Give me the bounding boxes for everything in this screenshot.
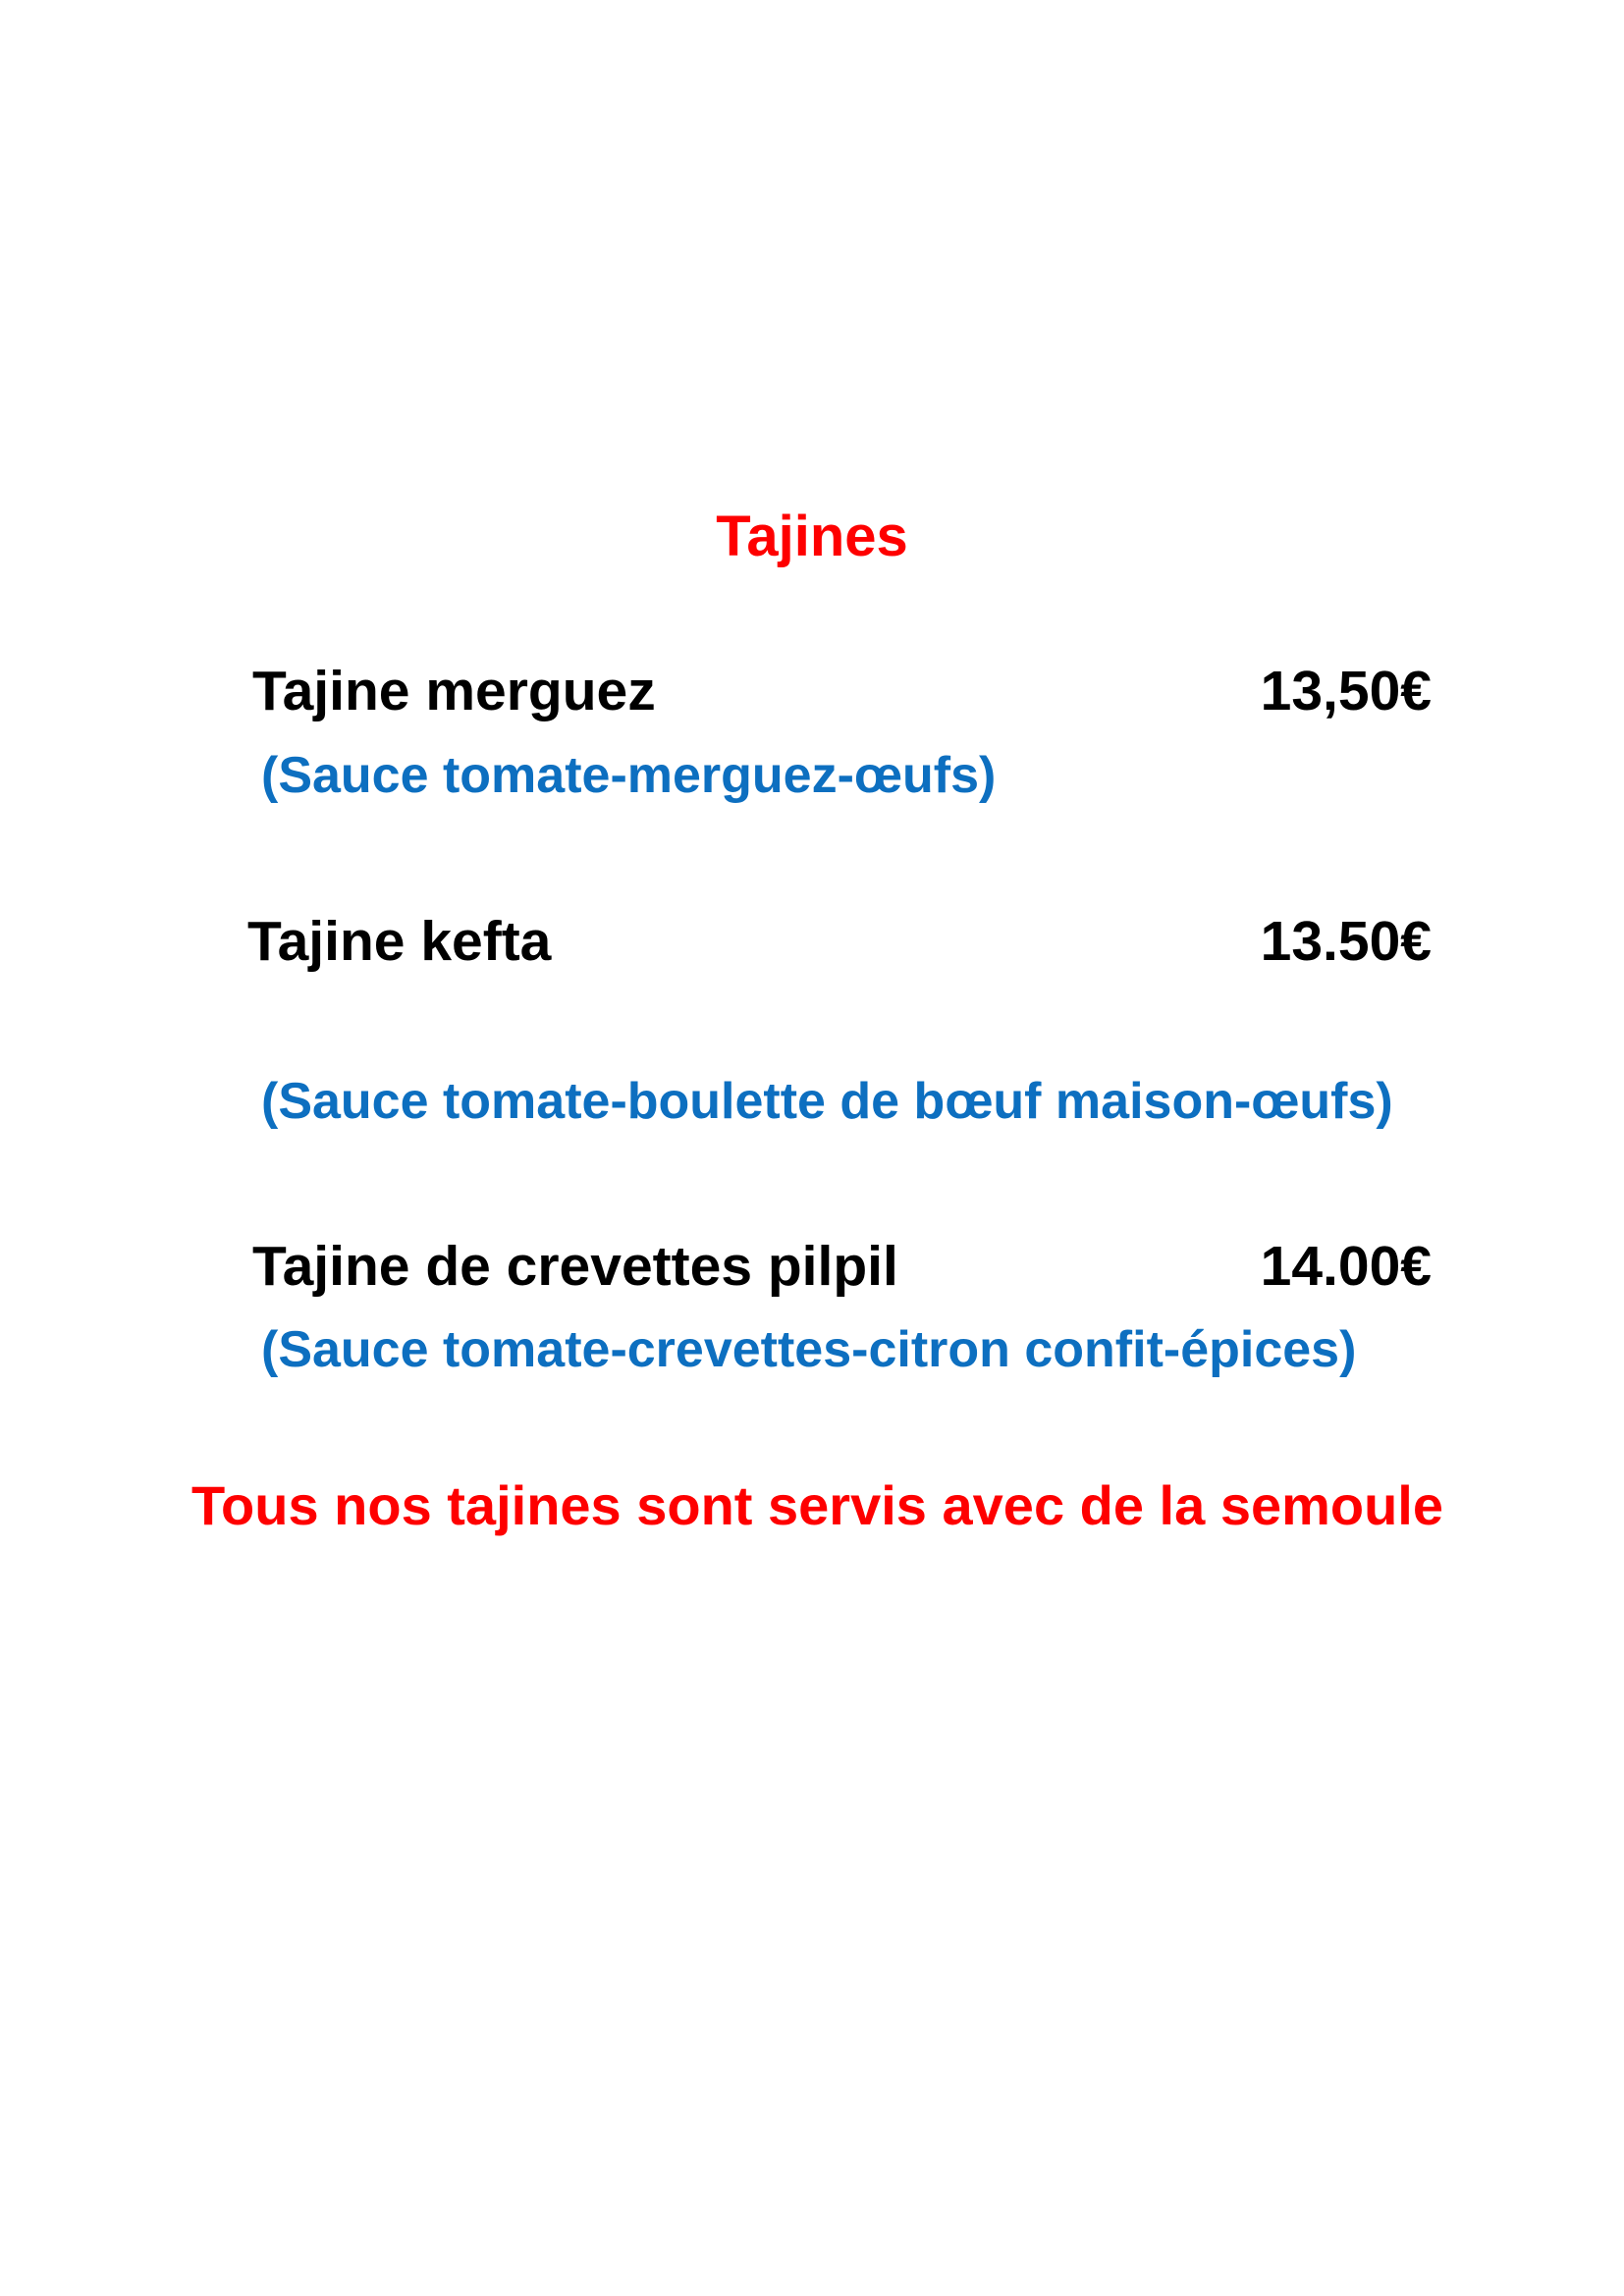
dish-description: (Sauce tomate-boulette de bœuf maison-œufs) <box>261 1073 1393 1130</box>
dish-price: 13.50€ <box>1260 910 1432 973</box>
dish-description: (Sauce tomate-crevettes-citron confit-épices) <box>261 1321 1357 1378</box>
dish-price: 14.00€ <box>1260 1235 1432 1298</box>
dish-description: (Sauce tomate-merguez-œufs) <box>261 747 997 804</box>
dish-name: Tajine kefta <box>247 910 552 973</box>
dish-price: 13,50€ <box>1260 660 1432 722</box>
dish-name: Tajine de crevettes pilpil <box>252 1235 898 1298</box>
footer-note: Tous nos tajines sont servis avec de la semoule <box>191 1474 1444 1536</box>
page-title: Tajines <box>716 505 908 568</box>
dish-name: Tajine merguez <box>252 660 656 722</box>
